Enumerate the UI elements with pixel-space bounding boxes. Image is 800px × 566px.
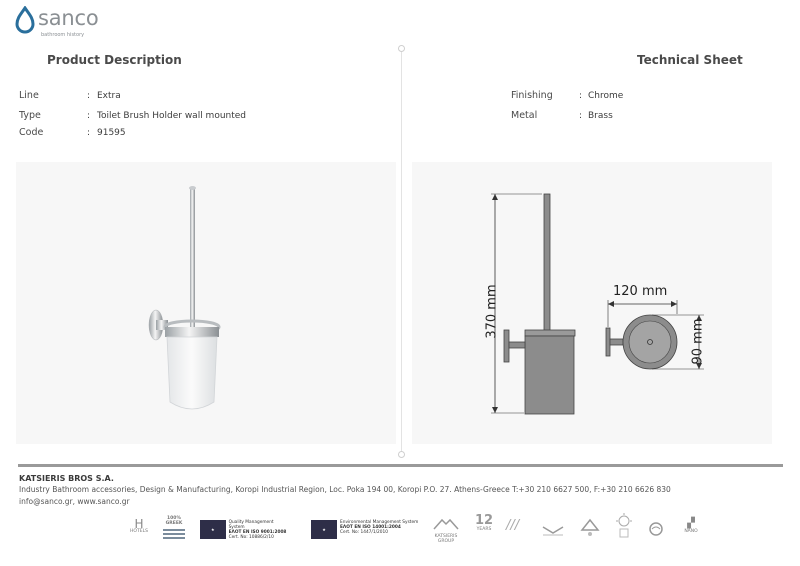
type-separator: : — [87, 111, 91, 121]
code-label: Code — [19, 127, 44, 138]
iso9001-cert: Cert. No: 10886/2/10 — [228, 535, 274, 541]
technical-sheet-title: Technical Sheet — [637, 53, 743, 67]
years-badge — [473, 514, 495, 542]
circle-logo-icon — [648, 520, 664, 538]
logo-tagline: bathroom history — [41, 32, 85, 38]
product-description-title: Product Description — [47, 53, 182, 67]
greek-badge — [163, 517, 185, 543]
roof-icon — [432, 517, 460, 531]
width-dimension-label: 120 mm — [613, 284, 668, 299]
sun-badge-icon — [614, 513, 634, 541]
nano-label: NANO — [684, 529, 698, 534]
recycle-icon — [580, 518, 600, 538]
eu-flag-icon: ★ — [200, 520, 226, 539]
type-label: Type — [19, 110, 41, 121]
iso9001-standard: ΕΛΟΤ EN ISO 9001:2008 — [228, 530, 287, 536]
finishing-separator: : — [579, 91, 583, 101]
footer-rule — [18, 464, 783, 467]
katsieris-group-label: KATSIERIS GROUP — [434, 534, 458, 544]
iso9001-badge — [200, 520, 290, 539]
line-label: Line — [19, 90, 39, 101]
product-photo — [16, 162, 396, 444]
height-dimension-label: 370 mm — [484, 284, 500, 339]
hotels-badge — [128, 518, 150, 542]
company-address: Industry Bathroom accessories, Design & Manufacturing, Koropi Industrial Region, Loc. Poka 194 00, Koropi P.O. 27. Athens-Greece T:+30 210 6627 500, F:+30 210 6626 830 — [19, 485, 671, 494]
greek-flag-icon — [163, 529, 185, 539]
finishing-label: Finishing — [511, 90, 553, 101]
greek-label: 100% GREEK — [165, 516, 183, 526]
code-separator: : — [87, 128, 91, 138]
toilet-brush-holder-image — [16, 162, 396, 444]
metal-label: Metal — [511, 110, 538, 121]
iso14001-badge — [311, 520, 421, 539]
divider-top-dot — [398, 45, 405, 52]
technical-drawing — [412, 162, 772, 444]
hotels-label: HOTELS — [130, 529, 148, 534]
wave-logo-icon — [541, 522, 565, 538]
depth-dimension-label: 90 mm — [690, 318, 706, 365]
code-value: 91595 — [97, 128, 126, 138]
katsieris-group-badge — [432, 516, 460, 542]
hotels-icon: H — [134, 517, 144, 531]
iso14001-cert: Cert. No: 1447/1/2010 — [340, 530, 388, 536]
divider-bottom-dot — [398, 451, 405, 458]
metal-value: Brass — [588, 111, 613, 121]
years-label: YEARS — [476, 527, 492, 532]
sanco-logo — [14, 4, 124, 38]
line-separator: : — [87, 91, 91, 101]
company-contact: info@sanco.gr, www.sanco.gr — [19, 497, 130, 506]
years-number: 12 — [474, 513, 494, 528]
iso9001-title: Quality Management System — [228, 520, 274, 531]
finishing-value: Chrome — [588, 91, 624, 101]
line-value: Extra — [97, 91, 121, 101]
dimension-drawing — [412, 162, 772, 444]
nano-badge — [680, 518, 702, 542]
iso14001-title: Environmental Management System — [340, 520, 419, 525]
center-divider — [401, 48, 402, 454]
nano-icon: ▞ — [687, 518, 695, 529]
logo-brand: sanco — [38, 6, 99, 30]
slash-logo-icon: /// — [506, 518, 520, 533]
company-name: KATSIERIS BROS S.A. — [19, 474, 114, 483]
droplet-icon — [14, 6, 36, 34]
metal-separator: : — [579, 111, 583, 121]
type-value: Toilet Brush Holder wall mounted — [97, 111, 247, 121]
iso14001-standard: ΕΛΟΤ EN ISO 14001:2004 — [340, 525, 401, 531]
eu-flag-icon: ★ — [311, 520, 337, 539]
